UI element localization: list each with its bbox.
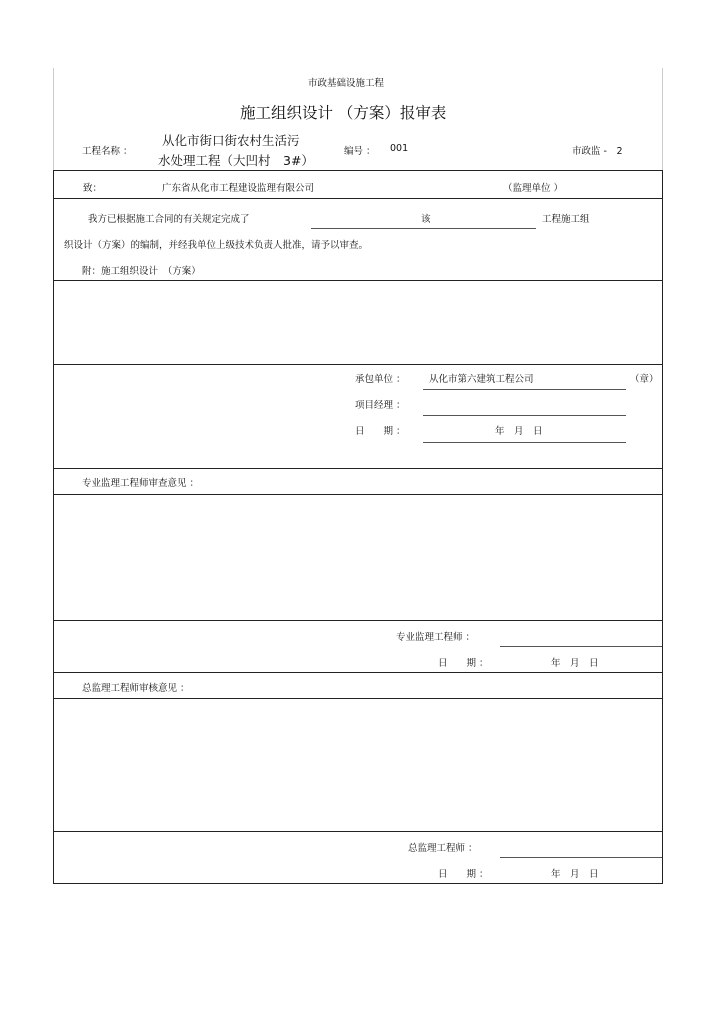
contractor-name: 从化市第六建筑工程公司 xyxy=(429,374,534,385)
statement-line1-a: 我方已根据施工合同的有关规定完成了 xyxy=(88,214,250,225)
contractor-underline xyxy=(423,389,626,390)
row-divider xyxy=(53,698,663,699)
chief-date-value: 年 月 日 xyxy=(551,869,599,880)
row-divider xyxy=(53,280,663,281)
specialist-date-value: 年 月 日 xyxy=(551,658,599,669)
number-label: 编号 ： xyxy=(344,146,376,157)
manager-label: 项目经理 ： xyxy=(355,400,406,411)
page-edge-left xyxy=(53,68,54,170)
project-fill-underline xyxy=(311,228,536,229)
table-bottom-border xyxy=(53,883,663,884)
project-name-line1: 从化市街口街农村生活污 xyxy=(162,133,300,148)
table-top-border xyxy=(53,170,663,171)
table-right-border xyxy=(662,170,663,884)
supervisor-company: 广东省从化市工程建设监理有限公司 xyxy=(162,183,315,194)
number-value: 001 xyxy=(390,143,409,154)
contractor-date-line xyxy=(423,442,626,443)
manager-signature-line xyxy=(423,415,626,416)
row-divider xyxy=(53,672,663,673)
statement-line2: 织设计（方案）的编制，并经我单位上级技术负责人批准，请予以审查。 xyxy=(64,240,369,251)
row-divider xyxy=(53,468,663,469)
specialist-date-label: 日 期 ： xyxy=(438,658,489,669)
project-name-line2: 水处理工程（大凹村 3#） xyxy=(158,153,314,168)
specialist-review-heading: 专业监理工程师审查意见 ： xyxy=(82,478,200,489)
specialist-sign-label: 专业监理工程师 ： xyxy=(396,632,476,643)
table-left-border xyxy=(53,170,54,884)
contractor-date-label: 日 期 ： xyxy=(355,426,406,437)
row-divider xyxy=(53,494,663,495)
row-divider xyxy=(53,620,663,621)
seal-mark: （章） xyxy=(630,374,659,385)
attachment-line: 附：施工组织设计 （方案） xyxy=(82,266,201,277)
contractor-label: 承包单位 ： xyxy=(355,374,406,385)
row-divider xyxy=(53,364,663,365)
to-label: 致： xyxy=(83,183,103,194)
form-title: 施工组织设计 （方案）报审表 xyxy=(240,104,447,122)
form-code: 市政监 - 2 xyxy=(572,146,623,157)
statement-line1-b: 该 xyxy=(421,214,431,225)
specialist-signature-line xyxy=(500,646,662,647)
chief-sign-label: 总监理工程师 ： xyxy=(408,843,478,854)
page-edge-right xyxy=(662,68,663,170)
supervisor-role: （监理单位 ） xyxy=(503,183,564,194)
project-name-label: 工程名称 ： xyxy=(82,146,133,157)
chief-date-label: 日 期 ： xyxy=(438,869,489,880)
category-heading: 市政基础设施工程 xyxy=(308,78,385,89)
contractor-date-value: 年 月 日 xyxy=(495,426,543,437)
chief-review-heading: 总监理工程师审核意见 ： xyxy=(82,683,190,694)
row-divider xyxy=(53,831,663,832)
statement-line1-c: 工程施工组 xyxy=(542,214,590,225)
chief-signature-line xyxy=(500,857,662,858)
row-divider xyxy=(53,198,663,199)
